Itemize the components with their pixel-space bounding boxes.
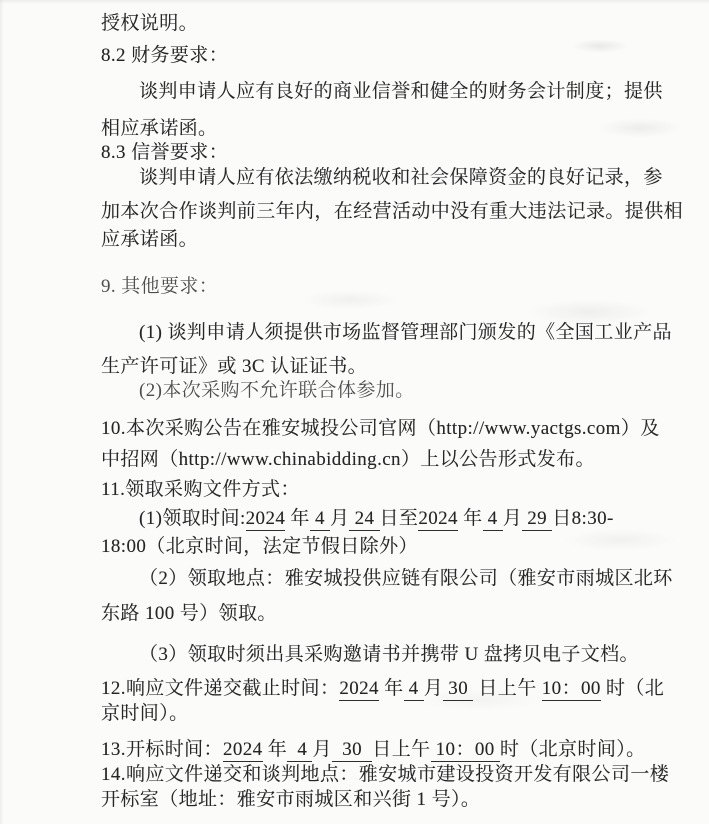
clause-8-3-line-3: [101, 228, 198, 251]
text-segment: 月: [330, 508, 350, 529]
text-segment: 日上午: [372, 739, 431, 760]
underlined-fill-in-value: 2024: [222, 739, 263, 760]
clause-11-1-time-line-2: [101, 535, 418, 558]
text-segment: 时（北京时间）。: [499, 739, 646, 760]
underlined-fill-in-value: 29: [522, 508, 553, 529]
clause-9-2: [139, 379, 415, 402]
clause-9-1-line-2: [101, 355, 367, 378]
text-segment: 月: [312, 739, 332, 760]
underlined-fill-in-value: 4: [403, 678, 424, 699]
heading-9-other: [101, 275, 218, 298]
text-segment: 8.3 信誉要求：: [101, 142, 229, 163]
text-segment: 加本次合作谈判前三年内，在经营活动中没有重大违法记录。提供相: [101, 201, 684, 222]
underlined-fill-in-value: 30: [443, 678, 474, 699]
clause-8-2-line-1: [139, 80, 663, 103]
text-segment: 授权说明。: [101, 13, 199, 34]
text-segment: (1)领取时间:: [139, 508, 246, 529]
clause-14-place-line-1: [101, 763, 669, 786]
underlined-fill-in-value: 10：00: [430, 739, 500, 760]
text-segment: 9. 其他要求：: [101, 276, 219, 297]
clause-8-3-line-1: [139, 166, 663, 189]
text-segment: 生产许可证》或 3C 认证证书。: [101, 356, 368, 377]
clause-11-2-place-line-2: [101, 602, 277, 625]
clause-9-1-line-1: [139, 321, 672, 344]
text-segment: 年: [285, 508, 310, 529]
clause-11-1-time-line-1: [139, 507, 614, 530]
text-segment: 年: [457, 508, 483, 529]
document-content: [101, 0, 684, 824]
clause-12-deadline-line-1: [101, 677, 664, 700]
text-segment: 日8:30-: [552, 508, 614, 529]
text-segment: 日至: [379, 508, 419, 529]
clause-11-3-usb: [139, 643, 639, 666]
clause-10-line-1: [101, 417, 660, 440]
clause-14-place-line-2: [101, 788, 480, 811]
text-segment: 中招网（http://www.chinabidding.cn）上以公告形式发布。: [101, 449, 595, 470]
underlined-fill-in-value: 10：00: [541, 678, 601, 699]
underlined-fill-in-value: 2024: [418, 508, 458, 529]
text-segment: 京时间）。: [101, 703, 189, 724]
underlined-fill-in-value: 2024: [339, 678, 379, 699]
text-segment: 谈判申请人应有依法缴纳税收和社会保障资金的良好记录，参: [139, 167, 663, 188]
clause-8-1-authorization-tail: [101, 12, 198, 35]
clause-11-2-place-line-1: [139, 567, 673, 590]
text-segment: 8.2 财务要求：: [101, 45, 229, 66]
underlined-fill-in-value: 2024: [245, 508, 286, 529]
text-segment: 年: [378, 678, 404, 699]
text-segment: 谈判申请人应有良好的商业信誉和健全的财务会计制度；提供: [139, 81, 663, 102]
clause-12-deadline-line-2: [101, 702, 189, 725]
underlined-fill-in-value: 4: [482, 508, 503, 529]
heading-8-3-credit: [101, 141, 228, 164]
text-segment: (1) 谈判申请人须提供市场监督管理部门颁发的《全国工业产品: [139, 322, 672, 343]
heading-8-2-financial: [101, 44, 228, 67]
underlined-fill-in-value: 24: [349, 508, 380, 529]
text-segment: 12.响应文件递交截止时间：: [101, 678, 340, 699]
text-segment: (2)本次采购不允许联合体参加。: [139, 380, 415, 401]
text-segment: 13.开标时间：: [101, 739, 223, 760]
text-segment: 10.本次采购公告在雅安城投公司官网（http://www.yactgs.com）及: [101, 418, 660, 439]
text-segment: 开标室（地址：雅安市雨城区和兴街 1 号）。: [101, 789, 481, 810]
text-segment: 11.领取采购文件方式：: [101, 479, 300, 500]
underlined-fill-in-value: 30: [331, 739, 373, 760]
clause-13-opening-time: [101, 738, 646, 761]
text-segment: 东路 100 号）领取。: [101, 603, 277, 624]
clause-10-line-2: [101, 448, 595, 471]
text-segment: （2）领取地点：雅安城投供应链有限公司（雅安市雨城区北环: [139, 568, 673, 589]
text-segment: 年: [262, 739, 288, 760]
clause-8-3-line-2: [101, 200, 683, 223]
underlined-fill-in-value: 4: [309, 508, 331, 529]
text-segment: 14.响应文件递交和谈判地点：雅安城市建设投资开发有限公司一楼: [101, 764, 670, 785]
underlined-fill-in-value: 4: [287, 739, 313, 760]
text-segment: 月: [423, 678, 444, 699]
text-segment: 月: [502, 508, 523, 529]
text-segment: 相应承诺函。: [101, 118, 218, 139]
text-segment: 时（北: [600, 678, 665, 699]
heading-11-collect-method: [101, 478, 300, 501]
text-segment: 18:00（北京时间，法定节假日除外）: [101, 536, 418, 557]
clause-8-2-line-2: [101, 117, 217, 140]
text-segment: 日上午: [473, 678, 542, 699]
text-segment: 应承诺函。: [101, 229, 199, 250]
text-segment: （3）领取时须出具采购邀请书并携带 U 盘拷贝电子文档。: [139, 644, 639, 665]
